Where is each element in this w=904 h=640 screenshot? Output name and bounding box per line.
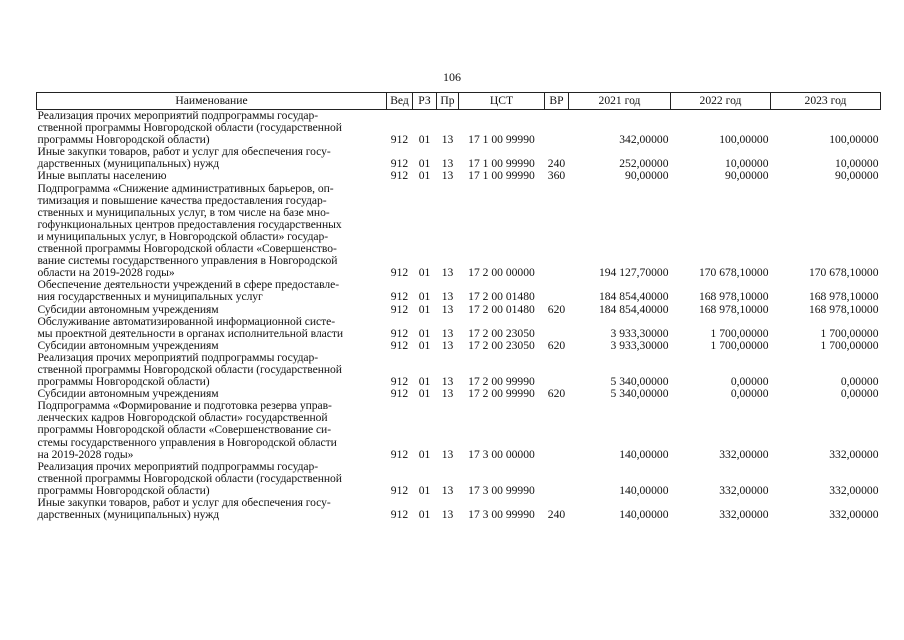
pr-cell: 13 (441, 338, 454, 352)
name-line: Реализация прочих мероприятий подпрограммы государ- (37, 459, 319, 473)
pr-cell: 13 (441, 326, 454, 340)
name-line: области на 2019-2028 годы» (37, 266, 175, 280)
cst-cell: 17 3 00 99990 (468, 508, 535, 522)
amount-2022-cell: 170 678,10000 (698, 266, 769, 280)
cst-cell: 17 3 00 99990 (468, 483, 535, 497)
budget-table (36, 92, 881, 521)
ved-cell: 912 (390, 266, 409, 280)
amount-2021-cell: 252,00000 (619, 157, 669, 171)
page-number: 106 (443, 70, 461, 84)
name-line: Обеспечение деятельности учреждений в сфере предоставле- (37, 278, 340, 292)
amount-2021-cell: 342,00000 (619, 133, 669, 147)
pr-cell: 13 (441, 387, 454, 401)
name-line: Подпрограмма «Снижение административных барьеров, оп- (37, 181, 334, 195)
rz-cell: 01 (418, 290, 431, 304)
table-row (37, 304, 881, 316)
amount-2023-cell: 10,00000 (835, 157, 879, 171)
pr-cell: 13 (441, 266, 454, 280)
vr-cell (545, 461, 569, 497)
cst-cell: 17 3 00 00000 (468, 447, 535, 461)
pr-cell: 13 (441, 290, 454, 304)
pr-cell: 13 (441, 169, 454, 183)
vr-cell (545, 352, 569, 388)
name-line: тимизация и повышение качества предоставления государ- (37, 193, 327, 207)
rz-cell: 01 (418, 375, 431, 389)
vr-cell (545, 183, 569, 280)
name-line: Обслуживание автоматизированной информационной систе- (37, 314, 336, 328)
name-line: стемы государственного управления в Новгородской области (37, 435, 337, 449)
cst-cell: 17 2 00 01480 (468, 290, 535, 304)
name-line: программы Новгородской области) (37, 375, 210, 389)
vr-cell (545, 110, 569, 147)
rz-cell: 01 (418, 338, 431, 352)
cst-cell: 17 1 00 99990 (468, 157, 535, 171)
table-row (37, 183, 881, 280)
header-2023: 2023 год (771, 93, 881, 110)
name-cell (37, 316, 387, 340)
name-line: Иные выплаты населению (37, 169, 167, 183)
header-name: Наименование (37, 93, 387, 110)
pr-cell: 13 (441, 375, 454, 389)
rz-cell: 01 (418, 169, 431, 183)
amount-2023-cell: 100,00000 (829, 133, 879, 147)
amount-2022-cell: 90,00000 (725, 169, 769, 183)
table-row (37, 497, 881, 521)
name-line: Иные закупки товаров, работ и услуг для обеспечения госу- (37, 145, 331, 159)
name-line: Субсидии автономным учреждениям (37, 338, 219, 352)
vr-cell: 240 (547, 508, 566, 522)
ved-cell: 912 (390, 375, 409, 389)
amount-2022-cell: 100,00000 (719, 133, 769, 147)
amount-2021-cell: 184 854,40000 (598, 290, 669, 304)
cst-cell: 17 1 00 99990 (468, 133, 535, 147)
amount-2022-cell: 168 978,10000 (698, 290, 769, 304)
vr-cell: 620 (547, 338, 566, 352)
name-line: Иные закупки товаров, работ и услуг для обеспечения госу- (37, 496, 331, 509)
amount-2022-cell: 332,00000 (719, 508, 769, 522)
name-line: дарственных (муниципальных) нужд (37, 157, 220, 171)
amount-2021-cell: 140,00000 (619, 483, 669, 497)
table-row (37, 461, 881, 497)
vr-cell: 360 (547, 169, 566, 183)
amount-2023-cell: 90,00000 (835, 169, 879, 183)
amount-2022-cell: 1 700,00000 (710, 338, 769, 352)
rz-cell: 01 (418, 326, 431, 340)
amount-2021-cell: 5 340,00000 (610, 387, 669, 401)
amount-2023-cell: 332,00000 (829, 447, 879, 461)
amount-2021-cell: 3 933,30000 (610, 338, 669, 352)
ved-cell: 912 (390, 133, 409, 147)
vr-cell: 620 (547, 387, 566, 401)
amount-2023-cell: 332,00000 (829, 483, 879, 497)
amount-2022-cell: 0,00000 (730, 387, 769, 401)
amount-2022-cell: 10,00000 (725, 157, 769, 171)
name-line: и муниципальных услуг, в Новгородской области» государ- (37, 229, 329, 243)
name-cell (37, 352, 387, 388)
name-line: ственной программы Новгородской области (государственной (37, 362, 342, 376)
vr-cell (545, 279, 569, 303)
table-row (37, 316, 881, 340)
table-row (37, 110, 881, 147)
vr-cell: 240 (547, 157, 566, 171)
rz-cell: 01 (418, 447, 431, 461)
name-cell (37, 400, 387, 460)
name-line: ственной программы Новгородской области (государственной (37, 471, 342, 485)
name-line: ственных и муниципальных услуг, в том числе на базе мно- (37, 205, 330, 219)
ved-cell: 912 (390, 387, 409, 401)
name-cell (37, 461, 387, 497)
amount-2023-cell: 1 700,00000 (820, 326, 879, 340)
table-row (37, 352, 881, 388)
amount-2022-cell: 1 700,00000 (710, 326, 769, 340)
name-line: на 2019-2028 годы» (37, 447, 134, 461)
name-line: программы Новгородской области «Совершенствование си- (37, 423, 332, 437)
amount-2021-cell: 140,00000 (619, 508, 669, 522)
header-2021: 2021 год (569, 93, 671, 110)
amount-2021-cell: 184 854,40000 (598, 302, 669, 316)
name-cell (37, 110, 387, 147)
amount-2022-cell: 168 978,10000 (698, 302, 769, 316)
amount-2021-cell: 3 933,30000 (610, 326, 669, 340)
vr-cell (545, 316, 569, 340)
name-line: Реализация прочих мероприятий подпрограммы государ- (37, 350, 319, 364)
pr-cell: 13 (441, 447, 454, 461)
amount-2023-cell: 0,00000 (840, 387, 879, 401)
table-row (37, 146, 881, 170)
amount-2021-cell: 194 127,70000 (598, 266, 669, 280)
amount-2022-cell: 332,00000 (719, 447, 769, 461)
ved-cell: 912 (390, 169, 409, 183)
name-line: вание системы государственного управления в Новгородской (37, 254, 338, 268)
ved-cell: 912 (390, 447, 409, 461)
name-cell (37, 279, 387, 303)
pr-cell: 13 (441, 483, 454, 497)
table-row (37, 400, 881, 460)
rz-cell: 01 (418, 133, 431, 147)
vr-cell: 620 (547, 302, 566, 316)
rz-cell: 01 (418, 387, 431, 401)
name-line: Субсидии автономным учреждениям (37, 302, 219, 316)
cst-cell: 17 2 00 23050 (468, 326, 535, 340)
table-header-row (37, 93, 881, 110)
name-line: программы Новгородской области) (37, 483, 210, 497)
name-line: программы Новгородской области) (37, 133, 210, 147)
amount-2022-cell: 0,00000 (730, 375, 769, 389)
name-line: мы проектной деятельности в органах исполнительной власти (37, 326, 344, 340)
amount-2023-cell: 168 978,10000 (808, 290, 879, 304)
name-line: ленческих кадров Новгородской области» государственной (37, 411, 328, 425)
cst-cell: 17 2 00 00000 (468, 266, 535, 280)
ved-cell: 912 (390, 338, 409, 352)
header-rz: РЗ (413, 93, 437, 110)
pr-cell: 13 (441, 508, 454, 522)
name-line: дарственных (муниципальных) нужд (37, 508, 220, 522)
name-line: ния государственных и муниципальных услуг (37, 290, 263, 304)
name-line: Реализация прочих мероприятий подпрограммы государ- (37, 109, 319, 122)
name-line: ственной программы Новгородской области «Совершенство- (37, 242, 337, 256)
cst-cell: 17 1 00 99990 (468, 169, 535, 183)
rz-cell: 01 (418, 302, 431, 316)
name-line: ственной программы Новгородской области (государственной (37, 121, 342, 135)
name-cell (37, 170, 387, 182)
header-cst: ЦСТ (459, 93, 545, 110)
table-row (37, 279, 881, 303)
table-body (37, 110, 881, 522)
pr-cell: 13 (441, 133, 454, 147)
header-pr: Пр (437, 93, 459, 110)
name-line: гофункциональных центров предоставления государственных (37, 217, 342, 231)
name-cell (37, 497, 387, 521)
cst-cell: 17 2 00 99990 (468, 375, 535, 389)
header-ved: Вед (387, 93, 413, 110)
amount-2022-cell: 332,00000 (719, 483, 769, 497)
ved-cell: 912 (390, 157, 409, 171)
amount-2023-cell: 332,00000 (829, 508, 879, 522)
amount-2023-cell: 168 978,10000 (808, 302, 879, 316)
rz-cell: 01 (418, 508, 431, 522)
header-vr: ВР (545, 93, 569, 110)
amount-2023-cell: 1 700,00000 (820, 338, 879, 352)
rz-cell: 01 (418, 483, 431, 497)
name-line: Субсидии автономным учреждениям (37, 387, 219, 401)
name-cell (37, 304, 387, 316)
ved-cell: 912 (390, 483, 409, 497)
amount-2023-cell: 0,00000 (840, 375, 879, 389)
amount-2021-cell: 140,00000 (619, 447, 669, 461)
pr-cell: 13 (441, 302, 454, 316)
cst-cell: 17 2 00 01480 (468, 302, 535, 316)
amount-2023-cell: 170 678,10000 (808, 266, 879, 280)
ved-cell: 912 (390, 508, 409, 522)
amount-2021-cell: 5 340,00000 (610, 375, 669, 389)
pr-cell: 13 (441, 157, 454, 171)
rz-cell: 01 (418, 266, 431, 280)
name-cell (37, 146, 387, 170)
vr-cell (545, 400, 569, 460)
header-2022: 2022 год (671, 93, 771, 110)
ved-cell: 912 (390, 302, 409, 316)
table-row (37, 170, 881, 182)
amount-2021-cell: 90,00000 (625, 169, 669, 183)
rz-cell: 01 (418, 157, 431, 171)
cst-cell: 17 2 00 23050 (468, 338, 535, 352)
ved-cell: 912 (390, 326, 409, 340)
cst-cell: 17 2 00 99990 (468, 387, 535, 401)
ved-cell: 912 (390, 290, 409, 304)
name-cell (37, 183, 387, 280)
name-line: Подпрограмма «Формирование и подготовка резерва управ- (37, 399, 332, 413)
